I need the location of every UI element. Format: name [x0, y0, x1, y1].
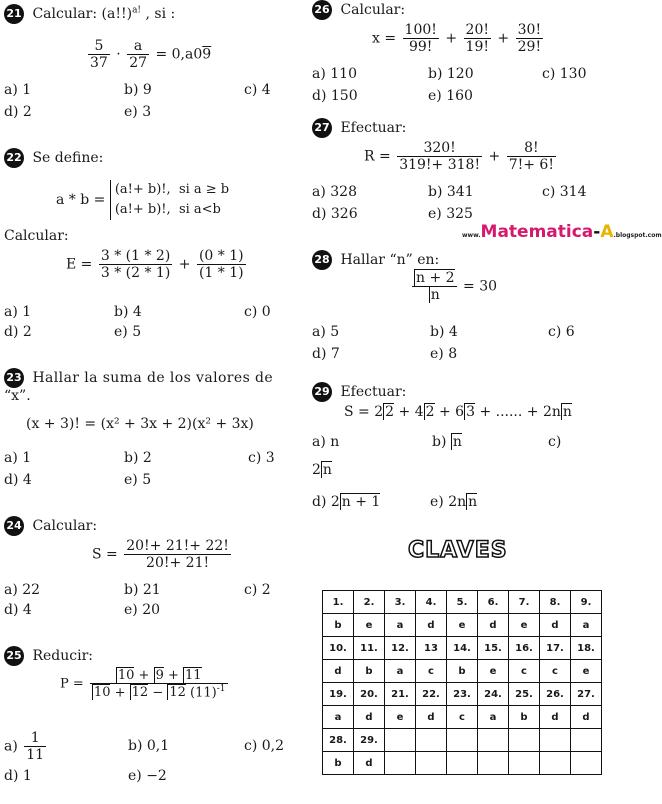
answer-key-number-row: [323, 591, 602, 614]
answer-key-cell: 25.: [509, 683, 540, 706]
answer-key-cell: 27.: [571, 683, 602, 706]
answer-key-cell: [416, 729, 447, 752]
option-d: d) 4: [4, 602, 32, 618]
option-d: d) 2 n + 1: [312, 494, 381, 510]
option-c: c) 6: [548, 324, 575, 340]
answer-key-cell: 13: [416, 637, 447, 660]
answer-key-cell: d: [540, 706, 571, 729]
answer-key-cell: a: [385, 614, 416, 637]
answer-key-cell: 21.: [385, 683, 416, 706]
option-d: d) 326: [312, 206, 358, 222]
option-a: a) 110: [312, 66, 357, 82]
option-d: d) 2: [4, 104, 32, 120]
answer-key-cell: [540, 729, 571, 752]
option-b: b) 9: [124, 82, 152, 98]
answer-key-cell: a: [323, 706, 354, 729]
answer-key-number-row: [323, 729, 602, 752]
option-c: c) 3: [248, 450, 275, 466]
option-c: c) 130: [542, 66, 587, 82]
answer-key-cell: d: [571, 706, 602, 729]
answer-key-title: CLAVES: [408, 538, 508, 563]
question-number-badge: 26: [312, 0, 332, 20]
question-28-formula: $\frac{n + 2}{n}$ = 30: [410, 270, 497, 303]
answer-key-cell: 18.: [571, 637, 602, 660]
option-b: b) 21: [124, 582, 161, 598]
answer-key-letter-row: [323, 614, 602, 637]
answer-key-cell: e: [447, 614, 478, 637]
answer-key-cell: [571, 752, 602, 775]
question-22-title: 22 Se define:: [4, 148, 103, 168]
question-23-title: 23 Hallar la suma de los valores de: [4, 368, 273, 388]
question-number-badge: 24: [4, 516, 24, 536]
question-25-title: 25 Reducir:: [4, 646, 93, 666]
answer-key-cell: 14.: [447, 637, 478, 660]
piecewise-cases: (a!+ b)!, si a ≥ b (a!+ b)!, si a<b: [110, 180, 229, 220]
fraction: $\frac{10 + 9 + 11}{10 + 12 - 12 (11)^{-1}}$: [90, 668, 228, 700]
option-c: c) 0,2: [244, 738, 285, 754]
fraction: $\frac{20!+ 21!+ 22!}{20!+ 21!}$: [126, 538, 229, 571]
answer-key-cell: 8.: [540, 591, 571, 614]
fraction: $\frac{a}{27}$: [129, 38, 148, 71]
option-a: a) $\frac{1}{11}$: [4, 730, 45, 763]
answer-key-cell: [540, 752, 571, 775]
answer-key-cell: 2.: [354, 591, 385, 614]
question-26-title: 26 Calcular:: [312, 0, 405, 20]
fraction: $\frac{100!}{99!}$: [404, 22, 437, 55]
answer-key-cell: [478, 752, 509, 775]
question-number-badge: 27: [312, 118, 332, 138]
fraction: $\frac{3 * (1 * 2)}{3 * (2 * 1)}$: [100, 248, 171, 281]
answer-key-cell: 22.: [416, 683, 447, 706]
answer-key-cell: e: [571, 660, 602, 683]
question-number-badge: 21: [4, 4, 24, 24]
answer-key-cell: c: [540, 660, 571, 683]
fraction: $\frac{320!}{319!+ 318!}$: [399, 140, 481, 173]
answer-key-cell: 28.: [323, 729, 354, 752]
option-e: e) 160: [428, 88, 473, 104]
answer-key-cell: [478, 729, 509, 752]
option-c-value: 2 n: [312, 462, 332, 478]
question-number-badge: 25: [4, 646, 24, 666]
answer-key-cell: d: [478, 614, 509, 637]
option-a: a) 1: [4, 82, 32, 98]
option-a: a) 22: [4, 582, 41, 598]
answer-key-cell: 20.: [354, 683, 385, 706]
option-d: d) 7: [312, 346, 340, 362]
answer-key-cell: c: [509, 660, 540, 683]
answer-key-cell: a: [571, 614, 602, 637]
answer-key-cell: 7.: [509, 591, 540, 614]
option-d: d) 2: [4, 324, 32, 340]
answer-key-cell: 6.: [478, 591, 509, 614]
answer-key-cell: 3.: [385, 591, 416, 614]
question-24-title: 24 Calcular:: [4, 516, 97, 536]
answer-key-letter-row: [323, 706, 602, 729]
answer-key-cell: 10.: [323, 637, 354, 660]
option-a: a) 1: [4, 304, 32, 320]
option-e: e) 5: [124, 472, 152, 488]
question-26-formula: x = $\frac{100!}{99!}$ + $\frac{20!}{19!}$ + $\frac{30!}{29!}$: [372, 22, 542, 55]
answer-key-cell: 19.: [323, 683, 354, 706]
option-a: a) 5: [312, 324, 340, 340]
option-d: d) 1: [4, 768, 32, 784]
answer-key-cell: e: [509, 614, 540, 637]
answer-key-letter-row: [323, 752, 602, 775]
answer-key-cell: b: [354, 660, 385, 683]
answer-key-letter-row: [323, 660, 602, 683]
fraction: $\frac{n + 2}{n}$: [412, 270, 457, 303]
question-21-title: 21 Calcular: $(a!!)^{a!}$ , si :: [4, 4, 175, 24]
option-e: e) 325: [428, 206, 473, 222]
answer-key-cell: [416, 752, 447, 775]
answer-key-cell: [447, 729, 478, 752]
option-c: c) 0: [244, 304, 271, 320]
answer-key-table: [322, 590, 602, 775]
answer-key-cell: d: [354, 752, 385, 775]
fraction: $\frac{(0 * 1)}{(1 * 1)}$: [198, 248, 244, 281]
question-25-formula: P = $\frac{10 + 9 + 11}{10 + 12 - 12 (11)^{-1}}$: [60, 668, 226, 701]
answer-key-cell: e: [385, 706, 416, 729]
option-e: e) 8: [430, 346, 458, 362]
answer-key-cell: [447, 752, 478, 775]
answer-key-cell: b: [509, 706, 540, 729]
answer-key-cell: 4.: [416, 591, 447, 614]
option-c: c) 2: [244, 582, 271, 598]
answer-key-cell: [571, 729, 602, 752]
answer-key-body: [323, 591, 602, 775]
answer-key-cell: c: [416, 660, 447, 683]
option-b: b) 4: [114, 304, 142, 320]
answer-key-cell: [509, 729, 540, 752]
question-27-title: 27 Efectuar:: [312, 118, 406, 138]
option-d: d) 4: [4, 472, 32, 488]
option-c: c) 4: [244, 82, 271, 98]
answer-key-cell: 23.: [447, 683, 478, 706]
option-b: b) 341: [428, 184, 474, 200]
answer-key-cell: 9.: [571, 591, 602, 614]
option-a: a) n: [312, 434, 340, 450]
answer-key-cell: e: [354, 614, 385, 637]
option-d: d) 150: [312, 88, 358, 104]
answer-key-cell: b: [323, 614, 354, 637]
option-b: b) 4: [430, 324, 458, 340]
answer-key-cell: d: [323, 660, 354, 683]
option-e: e) 3: [124, 104, 152, 120]
option-e: e) 2n n: [430, 494, 478, 510]
question-27-formula: R = $\frac{320!}{319!+ 318!}$ + $\frac{8!}{7!+ 6!}$: [364, 140, 554, 173]
answer-key-cell: 17.: [540, 637, 571, 660]
question-23-equation: (x + 3)! = (x² + 3x + 2)(x² + 3x): [26, 416, 254, 432]
question-29-equation: S = 2 2 + 4 2 + 6 3 + ...... + 2n n: [344, 404, 572, 420]
answer-key-number-row: [323, 683, 602, 706]
answer-key-cell: [509, 752, 540, 775]
question-24-formula: S = $\frac{20!+ 21!+ 22!}{20!+ 21!}$: [92, 538, 229, 571]
answer-key-cell: [385, 752, 416, 775]
answer-key-cell: 1.: [323, 591, 354, 614]
answer-key-number-row: [323, 637, 602, 660]
answer-key-cell: 11.: [354, 637, 385, 660]
fraction: $\frac{20!}{19!}$: [465, 22, 489, 55]
answer-key-cell: e: [478, 660, 509, 683]
answer-key-cell: d: [540, 614, 571, 637]
answer-key-cell: d: [416, 706, 447, 729]
question-21-formula: $\frac{5}{37}$ · $\frac{a}{27}$ = 0,a09: [90, 38, 212, 71]
option-b: b) n: [432, 434, 462, 450]
answer-key-cell: [385, 729, 416, 752]
site-watermark-logo: www.Matematica-A.blogspot.com: [462, 222, 662, 242]
option-e: e) 5: [114, 324, 142, 340]
fraction: $\frac{30!}{29!}$: [517, 22, 542, 55]
option-e: e) −2: [128, 768, 167, 784]
answer-key-cell: 16.: [509, 637, 540, 660]
question-number-badge: 29: [312, 382, 332, 402]
question-29-title: 29 Efectuar:: [312, 382, 406, 402]
answer-key-cell: a: [478, 706, 509, 729]
question-22-formula: E = $\frac{3 * (1 * 2)}{3 * (2 * 1)}$ + $\frac{(0 * 1)}{(1 * 1)}$: [66, 248, 244, 281]
question-22-definition: a * b = (a!+ b)!, si a ≥ b (a!+ b)!, si a<b: [56, 180, 229, 220]
question-number-badge: 23: [4, 368, 24, 388]
answer-key-cell: 12.: [385, 637, 416, 660]
option-b: b) 120: [428, 66, 474, 82]
answer-key-cell: c: [447, 706, 478, 729]
calculate-label: Calcular:: [4, 228, 69, 244]
answer-key-cell: 26.: [540, 683, 571, 706]
option-a: a) 1: [4, 450, 32, 466]
answer-key-cell: d: [354, 706, 385, 729]
option-b: b) 2: [124, 450, 152, 466]
fraction: $\frac{5}{37}$: [90, 38, 108, 71]
question-number-badge: 28: [312, 250, 332, 270]
question-28-title: 28 Hallar “n” en:: [312, 250, 439, 270]
answer-key-cell: b: [323, 752, 354, 775]
fraction: $\frac{1}{11}$: [26, 730, 45, 763]
answer-key-cell: 15.: [478, 637, 509, 660]
option-c: c): [548, 434, 562, 450]
answer-key-cell: d: [416, 614, 447, 637]
answer-key-cell: 24.: [478, 683, 509, 706]
fraction: $\frac{8!}{7!+ 6!}$: [508, 140, 554, 173]
option-a: a) 328: [312, 184, 357, 200]
answer-key-cell: 29.: [354, 729, 385, 752]
option-b: b) 0,1: [128, 738, 170, 754]
answer-key-cell: a: [385, 660, 416, 683]
question-number-badge: 22: [4, 148, 24, 168]
option-c: c) 314: [542, 184, 587, 200]
answer-key-cell: b: [447, 660, 478, 683]
option-e: e) 20: [124, 602, 161, 618]
answer-key-cell: 5.: [447, 591, 478, 614]
